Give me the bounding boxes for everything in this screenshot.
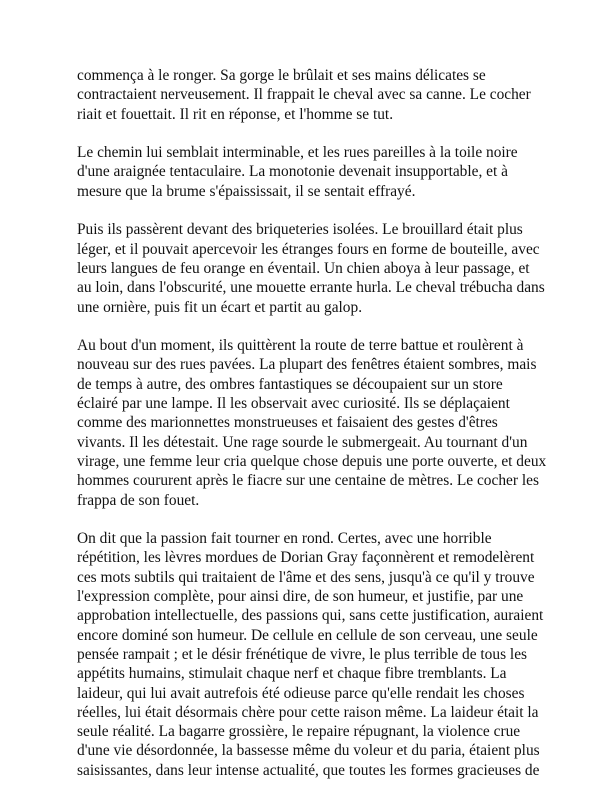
text-line: une ornière, puis fit un écart et partit au galop. (77, 298, 363, 316)
text-line: répétition, les lèvres mordues de Dorian Gray façonnèrent et remodelèrent (77, 549, 535, 567)
text-line: mesure que la brume s'épaississait, il se sentait effrayé. (77, 182, 416, 200)
text-line: approbation intellectuelle, des passions qui, sans cette justification, auraient (77, 607, 544, 625)
text-line: léger, et il pouvait apercevoir les étranges fours en forme de bouteille, avec (77, 240, 540, 258)
text-line: frappa de son fouet. (77, 491, 200, 509)
document-page (77, 66, 547, 799)
paragraph-5 (77, 529, 544, 780)
paragraph-4 (77, 336, 547, 510)
text-line: pensée rampait ; et le désir frénétique de vivre, le plus terrible de tous les (77, 645, 528, 663)
text-line: au loin, dans l'obscurité, une mouette errante hurla. Le cheval trébucha dans (77, 279, 545, 297)
text-line: vivants. Il les détestait. Une rage sourde le submergeait. Au tournant d'un (77, 433, 528, 451)
text-line: Au bout d'un moment, ils quittèrent la route de terre battue et roulèrent à (77, 337, 524, 355)
text-line: virage, une femme leur cria quelque chose depuis une porte ouverte, et deux (77, 452, 547, 470)
text-line: ces mots subtils qui traitaient de l'âme et des sens, jusqu'à ce qu'il y trouve (77, 568, 535, 586)
text-line: saisissantes, dans leur intense actualité, que toutes les formes gracieuses de (77, 761, 540, 779)
text-line: nouveau sur des rues pavées. La plupart des fenêtres étaient sombres, mais (77, 356, 537, 374)
text-line: éclairé par une lampe. Il les observait avec curiosité. Ils se déplaçaient (77, 395, 510, 413)
text-line: Le chemin lui semblait interminable, et les rues pareilles à la toile noire (77, 144, 518, 162)
text-line: appétits humains, stimulait chaque nerf et chaque fibre tremblants. La (77, 665, 507, 683)
text-line: Puis ils passèrent devant des briqueteries isolées. Le brouillard était plus (77, 221, 523, 239)
text-line: riait et fouettait. Il rit en réponse, et l'homme se tut. (77, 105, 394, 123)
text-line: seule réalité. La bagarre grossière, le repaire répugnant, la violence crue (77, 723, 521, 741)
text-line: réelles, lui était désormais chère pour cette raison même. La laideur était la (77, 703, 539, 721)
paragraph-1 (77, 66, 531, 124)
text-line: comme des marionnettes monstrueuses et faisaient des gestes d'êtres (77, 414, 498, 432)
text-line: hommes coururent après le fiacre sur une centaine de mètres. Le cocher les (77, 472, 539, 490)
text-line: contractaient nerveusement. Il frappait le cheval avec sa canne. Le cocher (77, 86, 531, 104)
text-line: d'une araignée tentaculaire. La monotonie devenait insupportable, et à (77, 163, 508, 181)
text-line: leurs langues de feu orange en éventail. Un chien aboya à leur passage, et (77, 259, 530, 277)
paragraph-2 (77, 143, 527, 201)
paragraph-3 (77, 220, 545, 316)
text-line: On dit que la passion fait tourner en rond. Certes, avec une horrible (77, 530, 492, 548)
text-line: laideur, qui lui avait autrefois été odieuse parce qu'elle rendait les choses (77, 684, 525, 702)
text-line: commença à le ronger. Sa gorge le brûlait et ses mains délicates se (77, 67, 486, 84)
text-line: de temps à autre, des ombres fantastiques se découpaient sur un store (77, 375, 503, 393)
text-line: l'expression complète, pour ainsi dire, de son humeur, et justifie, par une (77, 588, 524, 606)
text-line: encore dominé son humeur. De cellule en cellule de son cerveau, une seule (77, 626, 538, 644)
text-line: d'une vie désordonnée, la bassesse même du voleur et du paria, étaient plus (77, 742, 540, 760)
